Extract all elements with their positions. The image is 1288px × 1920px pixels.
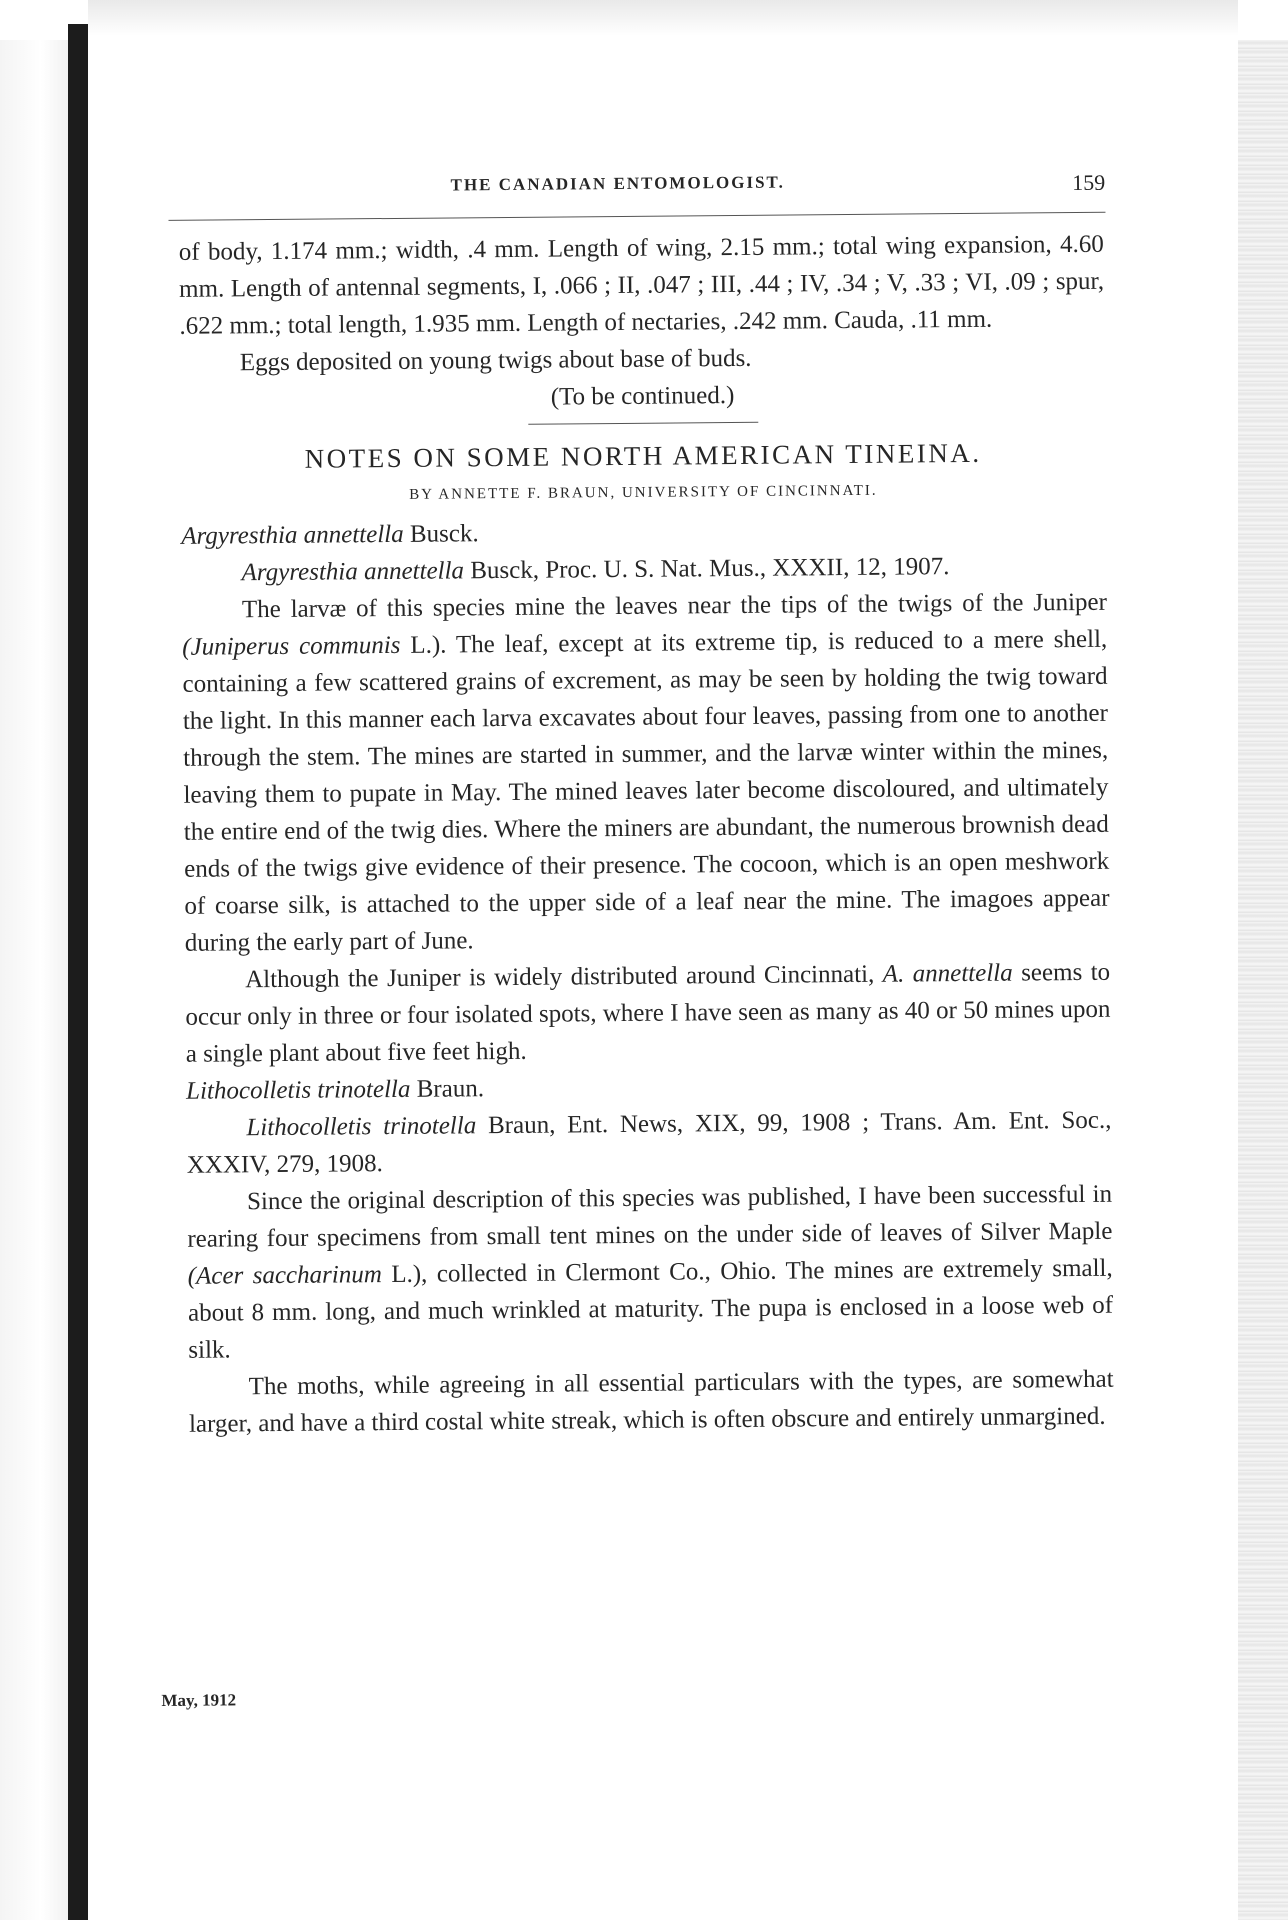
species-author: Busck.: [403, 520, 479, 548]
host-plant-name: (Juniperus communis: [182, 631, 401, 661]
lithocolletis-paragraph-2: The moths, while agreeing in all essential particulars with the types, are somewhat larger, and have a third costal white streak, which is often obscure and entirely unmargined.: [188, 1365, 1114, 1438]
article-byline: BY ANNETTE F. BRAUN, UNIVERSITY OF CINCINNATI.: [409, 482, 878, 503]
section-rule: [528, 422, 758, 425]
reference-name: Lithocolletis trinotella: [246, 1112, 477, 1142]
species-author: Braun.: [410, 1075, 485, 1103]
to-be-continued: (To be continued.): [550, 381, 735, 411]
species-name: Argyresthia annettella: [181, 520, 404, 550]
species-abbrev: A. annettella: [882, 959, 1013, 988]
argyresthia-paragraph-1: The larvæ of this species mine the leaves near the tips of the twigs of the Juniper (Juniperus communis L.). The leaf, except at its extreme tip, is reduced to a mere shell, containing a few scattered grains of excrement, as may be seen by holding the twig toward the light. In this manner each larva excavates about four leaves, passing from one to another through the stem. The mines are started in summer, and the larvæ winter within the mines, leaving them to pupate in May. The mined leaves later become discoloured, and ultimately the entire end of the twig dies. Where the miners are abundant, the numerous brownish dead ends of the twigs give evidence of their presence. The cocoon, which is an open meshwork of coarse silk, is attached to the upper side of a leaf near the mine. The imagoes appear during the early part of June.: [182, 588, 1110, 957]
signature-mark: May, 1912: [161, 1690, 237, 1711]
book-page: [130, 156, 1119, 1724]
lithocolletis-paragraph-1: Since the original description of this species was published, I have been successful in rearing four specimens from small tent mines on the under side of leaves of Silver Maple (Acer saccharinum L.), collected in Clermont Co., Ohio. The mines are extremely small, about 8 mm. long, and much wrinkled at maturity. The pupa is enclosed in a loose web of silk.: [187, 1180, 1114, 1364]
body-text: [179, 226, 1115, 1443]
reference-name: Argyresthia annettella: [241, 557, 465, 587]
left-page-margin: [0, 40, 68, 1920]
top-page-shadow: [88, 0, 1238, 36]
journal-title: THE CANADIAN ENTOMOLOGIST.: [450, 172, 785, 195]
running-head: [130, 170, 1105, 219]
host-plant-name: (Acer saccharinum: [187, 1261, 382, 1290]
species-name: Lithocolletis trinotella: [185, 1075, 411, 1105]
book-binding: [68, 24, 88, 1920]
page-number: 159: [1072, 169, 1106, 196]
argyresthia-paragraph-2: Although the Juniper is widely distributed around Cincinnati, A. annettella seems to occur only in three or four isolated spots, where I have seen as many as 40 or 50 mines upon a single plant about five feet high.: [185, 958, 1111, 1068]
eggs-paragraph: Eggs deposited on young twigs about base of buds.: [239, 344, 752, 377]
reference-citation: Braun, Ent. News, XIX, 99, 1908 ; Trans. Am. Ent. Soc., XXXIV, 279, 1908.: [186, 1106, 1112, 1179]
measurements-paragraph: of body, 1.174 mm.; width, .4 mm. Length of wing, 2.15 mm.; total wing expansion, 4.60 mm. Length of antennal segments, I, .066 ; II, .047 ; III, .44 ; IV, .34 ; V, .33 ; VI, .09 ; spur, .622 mm.; total length, 1.935 mm. Length of nectaries, .242 mm. Cauda, .11 mm.: [178, 230, 1105, 340]
reference-citation: Busck, Proc. U. S. Nat. Mus., XXXII, 12, 1907.: [463, 553, 950, 585]
species-reference-lithocolletis: [186, 1102, 1112, 1184]
right-page-edge: [1238, 40, 1288, 1920]
article-title: NOTES ON SOME NORTH AMERICAN TINEINA.: [304, 437, 982, 474]
